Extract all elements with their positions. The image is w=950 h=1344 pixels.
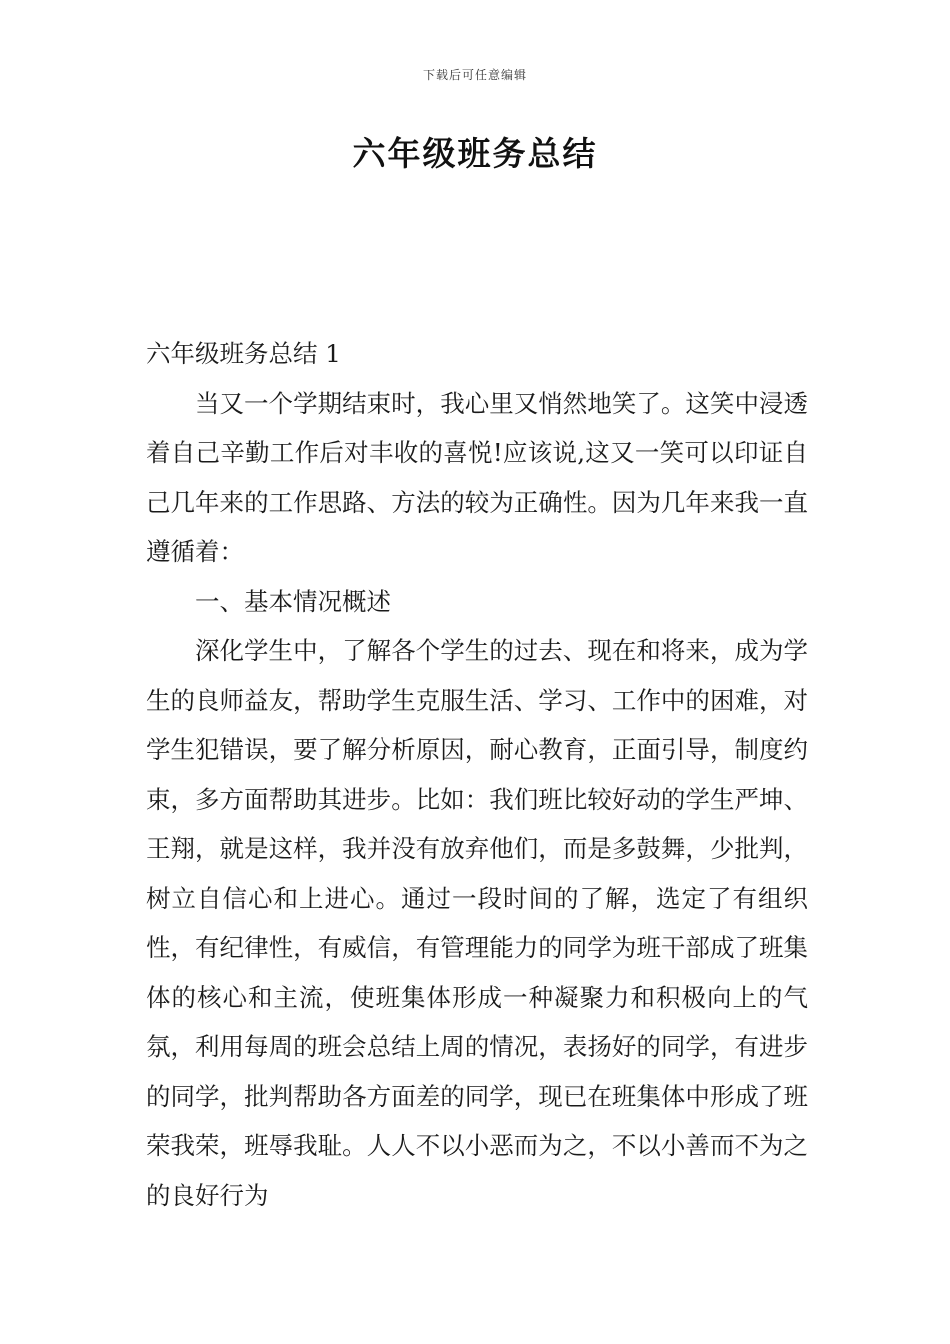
subheading-overview: 一、基本情况概述 (195, 586, 391, 616)
header-note: 下载后可任意编辑 (422, 68, 527, 82)
paragraph-intro: 当又一个学期结束时，我心里又悄然地笑了。这笑中浸透着自己辛勤工作后对丰收的喜悦!应该说,这又一笑可以印证自己几年来的工作思路、方法的较为正确性。因为几年来我一直遵循着： (146, 388, 808, 566)
paragraph-overview: 深化学生中，了解各个学生的过去、现在和将来，成为学生的良师益友，帮助学生克服生活、学习、工作中的困难，对学生犯错误，要了解分析原因，耐心教育，正面引导，制度约束，多方面帮助其进步。比如：我们班比较好动的学生严坤、王翔，就是这样，我并没有放弃他们，而是多鼓舞，少批判，树立自信心和上进心。通过一段时间的了解，选定了有组织性，有纪律性，有威信，有管理能力的同学为班干部成了班集体的核心和主流，使班集体形成一种凝聚力和积极向上的气氛，利用每周的班会总结上周的情况，表扬好的同学，有进步的同学，批判帮助各方面差的同学，现已在班集体中形成了班荣我荣，班辱我耻。人人不以小恶而为之，不以小善而不为之的良好行为 (146, 636, 808, 1210)
document-title: 六年级班务总结 (352, 134, 598, 173)
document-body (146, 329, 808, 1220)
section-heading: 六年级班务总结 1 (146, 339, 341, 368)
